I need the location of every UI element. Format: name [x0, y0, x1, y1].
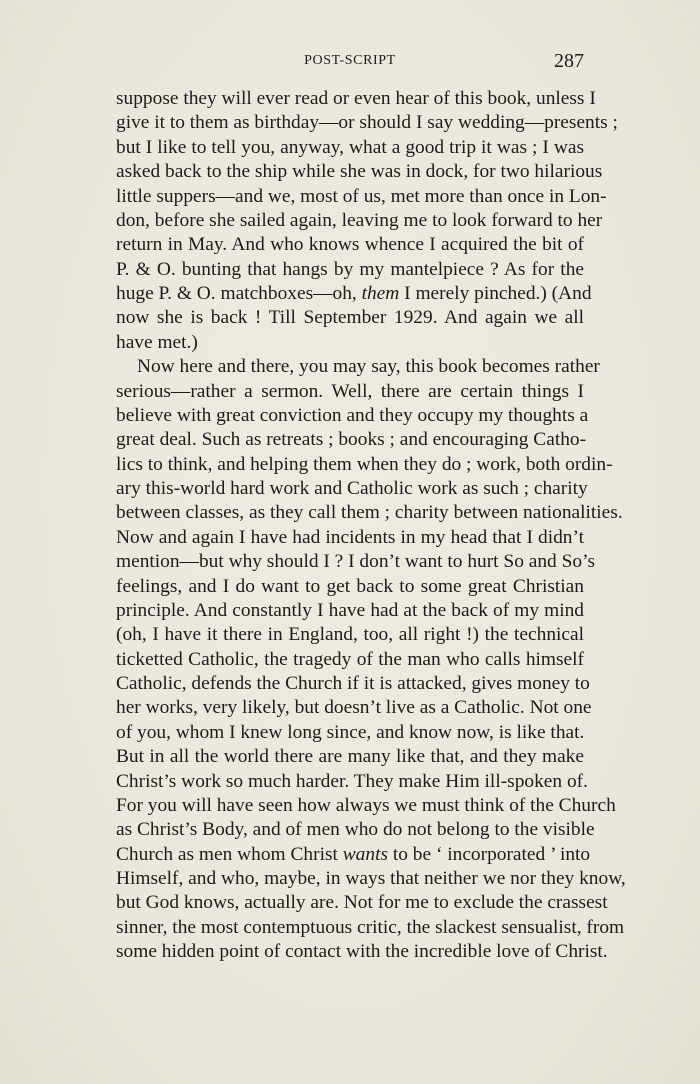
text-line: little suppers—and we, most of us, met more than once in Lon- — [116, 185, 607, 207]
text-line: between classes, as they call them ; charity between nationalities. — [116, 502, 623, 524]
text-line: Catholic, defends the Church if it is attacked, gives money to — [116, 673, 590, 694]
text-line: (oh, I have it there in England, too, all right !) the technical — [116, 624, 584, 646]
text-line: return in May. And who knows whence I acquired the bit of — [116, 234, 584, 256]
text-line: some hidden point of contact with the incredible love of Christ. — [116, 941, 608, 963]
page-number: 287 — [554, 50, 584, 72]
text-line: asked back to the ship while she was in dock, for two hilarious — [116, 161, 603, 183]
text-line: Now here and there, you may say, this book becomes rather — [137, 356, 600, 378]
body-text — [116, 87, 626, 965]
text-line: For you will have seen how always we must think of the Church — [116, 794, 616, 816]
text-line: sinner, the most contemptuous critic, the slackest sensualist, from — [116, 916, 625, 938]
text-line: don, before she sailed again, leaving me to look forward to her — [116, 209, 603, 231]
text-line: huge P. & O. matchboxes—oh, them I merely pinched.) (And — [116, 283, 592, 304]
text-line: feelings, and I do want to get back to some great Christian — [116, 575, 584, 597]
text-line: mention—but why should I ? I don’t want to hurt So and So’s — [116, 551, 595, 573]
text-line: Himself, and who, maybe, in ways that neither we nor they know, — [116, 868, 626, 889]
text-line: but I like to tell you, anyway, what a good trip it was ; I was — [116, 136, 584, 158]
emphasis: them — [361, 283, 400, 304]
running-head-title: POST-SCRIPT — [304, 53, 396, 68]
text-line: believe with great conviction and they occupy my thoughts a — [116, 404, 589, 426]
text-line: ticketted Catholic, the tragedy of the man who calls himself — [116, 648, 584, 670]
text-line: her works, very likely, but doesn’t live as a Catholic. Not one — [116, 697, 592, 719]
text-line: principle. And constantly I have had at the back of my mind — [116, 599, 584, 621]
text-line: ary this-world hard work and Catholic work as such ; charity — [116, 478, 588, 499]
paragraph — [116, 87, 618, 355]
text-line: Christ’s work so much harder. They make Him ill-spoken of. — [116, 770, 588, 792]
text-line: Now and again I have had incidents in my head that I didn’t — [116, 526, 584, 548]
text-line: give it to them as birthday—or should I say wedding—presents ; — [116, 112, 618, 134]
text-line: Church as men whom Christ wants to be ‘ incorporated ’ into — [116, 843, 591, 865]
text-line: but God knows, actually are. Not for me to exclude the crassest — [116, 892, 608, 914]
text-line: as Christ’s Body, and of men who do not belong to the visible — [116, 819, 595, 841]
text-line: serious—rather a sermon. Well, there are certain things I — [116, 380, 584, 402]
text-line: of you, whom I knew long since, and know now, is like that. — [116, 721, 585, 743]
text-line: now she is back ! Till September 1929. And again we all — [116, 307, 584, 329]
text-line: have met.) — [116, 331, 198, 353]
paragraph — [116, 355, 626, 964]
text-line: But in all the world there are many like that, and they make — [116, 746, 584, 768]
text-line: P. & O. bunting that hangs by my mantelpiece ? As for the — [116, 258, 584, 280]
text-line: suppose they will ever read or even hear of this book, unless I — [116, 88, 596, 109]
running-head — [0, 50, 700, 74]
text-line: lics to think, and helping them when they do ; work, both ordin- — [116, 453, 613, 475]
emphasis: wants — [342, 843, 389, 865]
text-line: great deal. Such as retreats ; books ; and encouraging Catho- — [116, 429, 587, 451]
